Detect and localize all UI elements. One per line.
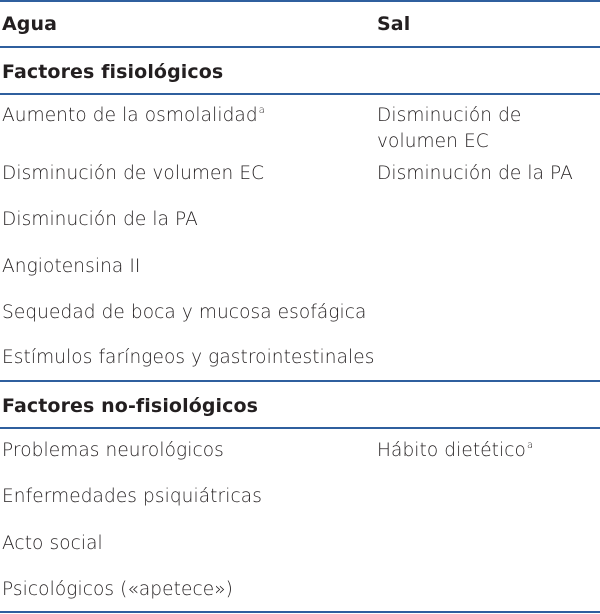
bottom-rule [0, 611, 600, 613]
section-title-no-fisiologicos: Factores no-fisiológicos [2, 395, 259, 417]
header-rule [0, 46, 600, 48]
table-cell-agua: Enfermedades psiquiátricas [2, 486, 262, 507]
table-cell-sal: Disminución de la PA [377, 163, 573, 184]
section-rule-fisiologicos [0, 93, 600, 95]
table-cell-sal: Hábito dietético$^a$ [377, 440, 534, 461]
table-cell-agua: Disminución de volumen EC [2, 163, 265, 184]
top-rule [0, 0, 600, 2]
table-cell-agua: Aumento de la osmolalidad$^a$ [2, 105, 265, 126]
footnote-marker: a [258, 105, 265, 116]
footnote-marker: a [526, 440, 534, 451]
table-cell-agua: Sequedad de boca y mucosa esofágica [2, 302, 367, 323]
table-cell-agua: Psicológicos («apetece») [2, 579, 233, 600]
column-header-agua: Agua [2, 13, 58, 35]
column-header-sal: Sal [377, 13, 411, 35]
section-rule-no-fisiologicos [0, 427, 600, 429]
table-cell-agua: Disminución de la PA [2, 209, 198, 230]
table-cell-agua: Estímulos faríngeos y gastrointestinales [2, 347, 375, 368]
table-cell-agua: Problemas neurológicos [2, 440, 224, 461]
table-cell-agua: Angiotensina II [2, 256, 141, 277]
table-cell-agua: Acto social [2, 533, 103, 554]
table-cell-sal: Disminución de volumen EC [377, 105, 522, 152]
section-divider-rule [0, 380, 600, 382]
section-title-fisiologicos: Factores fisiológicos [2, 61, 224, 83]
